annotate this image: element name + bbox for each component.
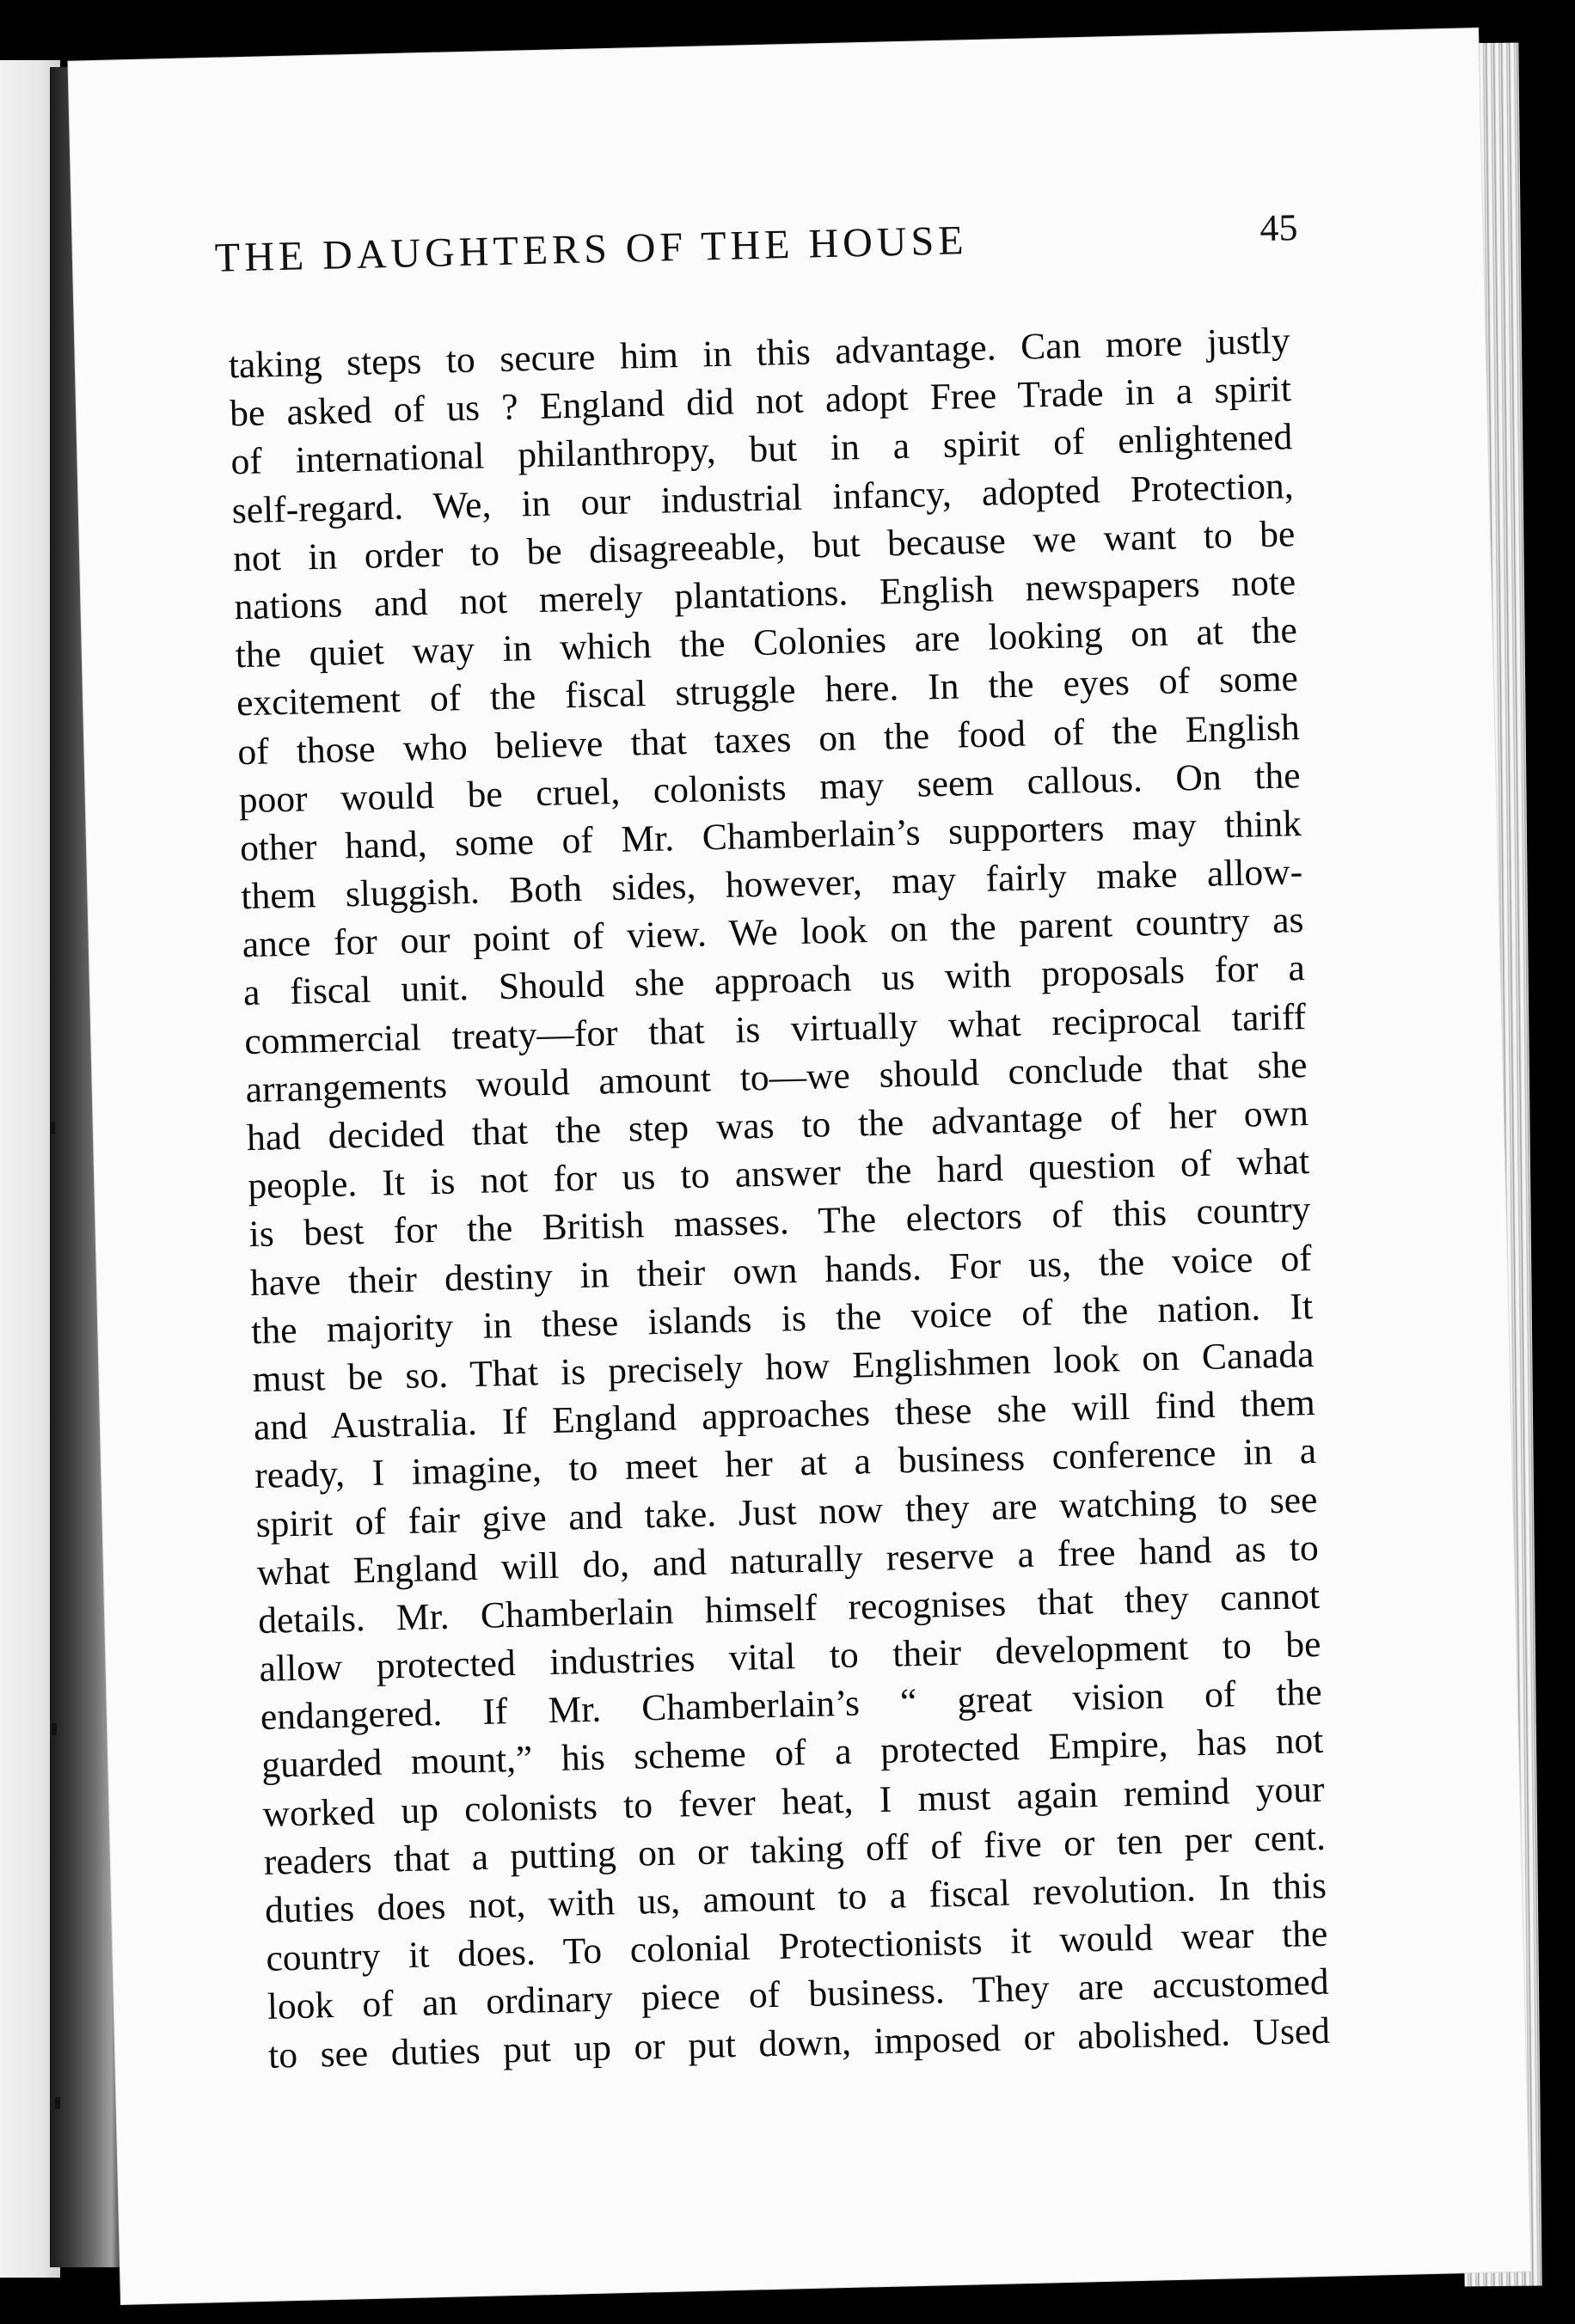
text-line: other hand, some of Mr. Chamberlain’s supporters may think bbox=[239, 803, 1302, 870]
text-line: not in order to be disagreeable, but because we want to be bbox=[232, 512, 1296, 580]
text-line: nations and not merely plantations. English newspapers note bbox=[233, 561, 1296, 628]
text-line: spirit of fair give and take. Just now they are watching to see bbox=[255, 1478, 1318, 1545]
text-line: taking steps to secure him in this advantage. Can more justly bbox=[228, 320, 1291, 387]
margin-mark bbox=[55, 2097, 60, 2109]
text-line: details. Mr. Chamberlain himself recognises that they cannot bbox=[257, 1575, 1321, 1642]
text-line: people. It is not for us to answer the hard question of what bbox=[247, 1141, 1310, 1208]
margin-mark bbox=[52, 1723, 57, 1735]
text-line: ance for our point of view. We look on the parent country as bbox=[242, 899, 1304, 966]
text-line: the majority in these islands is the voice of the nation. It bbox=[250, 1285, 1314, 1352]
text-line: duties does not, with us, amount to a fiscal revolution. In this bbox=[264, 1864, 1327, 1931]
body-text bbox=[228, 316, 1330, 2079]
text-line: ready, I imagine, to meet her at a business conference in a bbox=[254, 1430, 1317, 1497]
text-line: must be so. That is precisely how Englishmen look on Canada bbox=[252, 1333, 1315, 1400]
text-line: is best for the British masses. The electors of this country bbox=[248, 1189, 1311, 1256]
book-page bbox=[68, 28, 1530, 2304]
text-line: and Australia. If England approaches these she will find them bbox=[253, 1382, 1316, 1449]
running-head bbox=[214, 206, 1299, 303]
text-line: look of an ordinary piece of business. They are accustomed bbox=[267, 1961, 1330, 2028]
text-line: a fiscal unit. Should she approach us with proposals for a bbox=[242, 947, 1306, 1014]
text-line: of those who believe that taxes on the food of the English bbox=[236, 706, 1300, 773]
text-line: readers that a putting on or taking off of five or ten per cent. bbox=[263, 1816, 1327, 1883]
text-line: endangered. If Mr. Chamberlain’s “ great vision of the bbox=[260, 1672, 1323, 1739]
text-line: commercial treaty—for that is virtually what reciprocal tariff bbox=[243, 995, 1307, 1062]
margin-mark bbox=[50, 1122, 55, 1134]
text-line: arrangements would amount to—we should conclude that she bbox=[245, 1043, 1308, 1110]
text-line: to see duties put up or put down, imposed or abolished. Used bbox=[267, 2009, 1331, 2076]
text-line: the quiet way in which the Colonies are looking on at the bbox=[235, 609, 1298, 676]
text-line: worked up colonists to fever heat, I must again remind your bbox=[262, 1768, 1325, 1835]
text-line: self-regard. We, in our industrial infancy, adopted Protection, bbox=[231, 464, 1295, 531]
text-line: had decided that the step was to the advantage of her own bbox=[246, 1092, 1309, 1159]
text-line: excitement of the fiscal struggle here. In the eyes of some bbox=[236, 657, 1299, 725]
text-line: poor would be cruel, colonists may seem callous. On the bbox=[238, 754, 1302, 821]
text-line: allow protected industries vital to their development to be bbox=[259, 1623, 1321, 1691]
page-number: 45 bbox=[1259, 206, 1299, 250]
text-line: of international philanthropy, but in a spirit of enlightened bbox=[230, 416, 1293, 483]
running-head-title: THE DAUGHTERS OF THE HOUSE bbox=[214, 217, 969, 281]
text-line: what England will do, and naturally reserve a free hand as to bbox=[256, 1526, 1320, 1593]
text-line: be asked of us ? England did not adopt Free Trade in a spirit bbox=[229, 368, 1292, 435]
text-line: country it does. To colonial Protectionists it would wear the bbox=[265, 1912, 1328, 1980]
text-line: them sluggish. Both sides, however, may fairly make allow- bbox=[240, 851, 1303, 918]
text-line: have their destiny in their own hands. For us, the voice of bbox=[249, 1237, 1313, 1304]
text-line: guarded mount,” his scheme of a protected Empire, has not bbox=[260, 1720, 1324, 1787]
